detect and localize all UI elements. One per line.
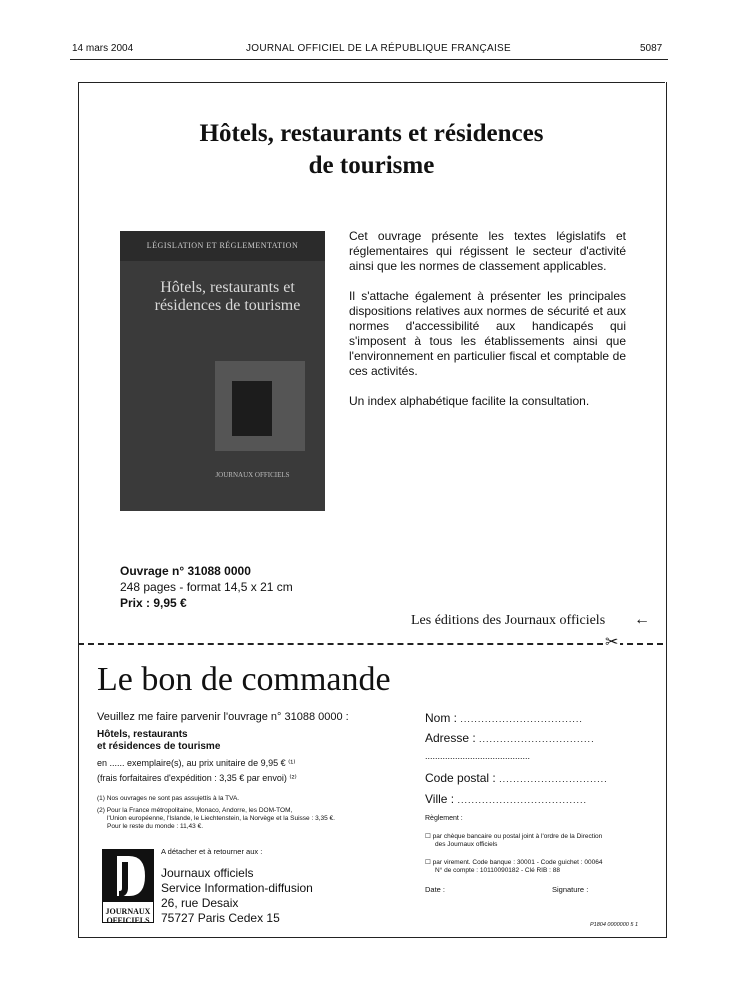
order-request: Veuillez me faire parvenir l'ouvrage n° 31088 0000 : — [97, 711, 349, 723]
cover-title: Hôtels, restaurants et résidences de tourisme — [154, 279, 301, 314]
order-book-title-line1: Hôtels, restaurants — [97, 729, 188, 740]
order-form-heading: Le bon de commande — [97, 661, 391, 698]
ville-label: Ville : — [425, 792, 455, 806]
price: Prix : 9,95 € — [120, 596, 187, 610]
adresse-field[interactable] — [425, 731, 595, 745]
footnote-2-line3: Pour le reste du monde : 11,43 €. — [107, 823, 203, 830]
adresse-label: Adresse : — [425, 731, 476, 745]
address-line: 26, rue Desaix — [161, 896, 239, 910]
cover-footer: JOURNAUX OFFICIELS — [215, 471, 290, 479]
code-postal-input-dots[interactable]: ............................... — [499, 774, 608, 784]
header-date: 14 mars 2004 — [72, 43, 134, 54]
footnote-2-line2: l'Union européenne, l'Islande, le Liechtenstein, la Norvège et la Suisse : 3,35 €. — [107, 815, 335, 822]
book-info — [120, 563, 293, 611]
return-address — [161, 866, 313, 926]
order-book-title — [97, 729, 220, 753]
cover-series: LÉGISLATION ET RÉGLEMENTATION — [146, 241, 299, 250]
adresse-extra-line[interactable]: .......................................... — [425, 751, 531, 761]
book-cover-image — [120, 231, 325, 511]
date-label: Date : — [425, 885, 446, 894]
nom-input-dots[interactable]: ................................... — [460, 714, 583, 724]
shipping-line: (frais forfaitaires d'expédition : 3,35 € par envoi) ⁽²⁾ — [97, 773, 297, 783]
virement-line2: N° de compte : 10110090182 - Clé RIB : 88 — [435, 867, 560, 874]
code-postal-label: Code postal : — [425, 771, 496, 785]
payment-cheque-option[interactable] — [425, 833, 602, 849]
ouvrage-number: Ouvrage n° 31088 0000 — [120, 564, 251, 578]
header-page-number: 5087 — [640, 43, 663, 54]
description-paragraph: Un index alphabétique facilite la consultation. — [349, 394, 590, 408]
description-paragraph: Il s'attache également à présenter les principales dispositions relatives aux normes de sécurité et aux normes d'accessibilité aux handicapés qui s'imposent à tous les établissements ainsi que l'environnement en particulier fiscal et comptable de ces activités. — [349, 289, 626, 378]
jo-emblem-icon — [103, 850, 153, 902]
logo-text-line1: JOURNAUX — [105, 907, 151, 916]
code-postal-field[interactable] — [425, 771, 608, 785]
description-paragraph: Cet ouvrage présente les textes législatifs et réglementaires qui régissent le secteur d'activité ainsi que les normes de classement applicables. — [349, 229, 626, 273]
logo-text-line2: OFFICIELS — [106, 916, 150, 925]
cut-line — [78, 643, 663, 645]
order-book-title-line2: et résidences de tourisme — [97, 741, 221, 752]
footnote-1: (1) Nos ouvrages ne sont pas assujettis à la TVA. — [97, 795, 240, 802]
nom-label: Nom : — [425, 711, 458, 725]
book-description — [349, 229, 626, 424]
ville-input-dots[interactable]: ..................................... — [457, 795, 588, 805]
virement-line1: ☐ par virement. Code banque : 30001 - Code guichet : 00064 — [425, 859, 603, 866]
footnote-2 — [97, 807, 335, 831]
cheque-line1: ☐ par chèque bancaire ou postal joint à l'ordre de la Direction — [425, 833, 603, 840]
arrow-left-icon: ← — [634, 611, 650, 628]
ad-title-line2: de tourisme — [308, 152, 435, 179]
page-format: 248 pages - format 14,5 x 21 cm — [120, 580, 293, 594]
address-line: Journaux officiels — [161, 866, 254, 880]
payment-virement-option[interactable] — [425, 859, 602, 875]
journaux-officiels-logo — [102, 849, 154, 923]
header-rule — [70, 59, 668, 60]
ad-title-line1: Hôtels, restaurants et résidences — [199, 120, 544, 147]
footnote-2-line1: (2) Pour la France métropolitaine, Monaco, Andorre, les DOM-TOM, — [97, 807, 293, 814]
reglement-label: Règlement : — [425, 815, 463, 822]
nom-field[interactable] — [425, 711, 583, 725]
cheque-line2: des Journaux officiels — [435, 841, 498, 848]
adresse-input-dots[interactable]: ................................. — [479, 734, 595, 744]
header-journal-title: JOURNAL OFFICIEL DE LA RÉPUBLIQUE FRANÇAISE — [246, 43, 511, 54]
address-line: 75727 Paris Cedex 15 — [161, 911, 280, 925]
ville-field[interactable] — [425, 792, 587, 806]
quantity-line: en ...... exemplaire(s), au prix unitaire de 9,95 € ⁽¹⁾ — [97, 758, 296, 768]
reference-code: P1804 0000000 5 1 — [590, 922, 639, 928]
address-line: Service Information-diffusion — [161, 881, 313, 895]
publisher-tagline: Les éditions des Journaux officiels — [411, 613, 606, 628]
scissors-icon: ✂ — [605, 634, 619, 651]
detach-instruction: A détacher et à retourner aux : — [161, 847, 263, 856]
signature-label: Signature : — [552, 885, 589, 894]
